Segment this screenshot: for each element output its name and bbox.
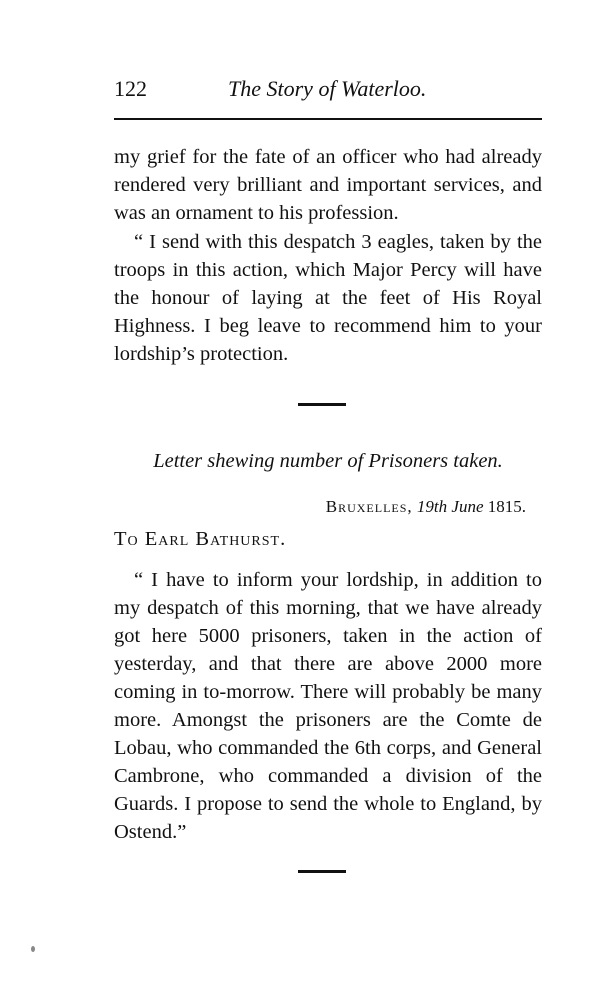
dateline-day: 19th June [416,497,484,516]
dateline [114,497,526,517]
section-heading: Letter shewing number of Prisoners taken. [153,450,503,472]
paragraph-continuation: my grief for the fate of an officer who had already rendered very brilliant and important services, and was an ornament to his profession. [114,146,542,224]
header-rule [114,118,542,120]
running-title: The Story of Waterloo. [228,76,427,101]
page-header [114,76,542,106]
section-divider [298,403,346,406]
paragraph-eagles: “ I send with this despatch 3 eagles, taken by the troops in this action, which Major Percy will have the honour of laying at the feet of His Royal Highness. I beg leave to recommend him to your lordship’s protection. [114,231,542,365]
page-number: 122 [114,76,147,101]
addressee: To Earl Bathurst. [114,528,287,550]
paper-speck [31,946,35,952]
dateline-place: Bruxelles, [325,497,413,516]
dateline-year: 1815. [487,497,526,516]
end-divider [298,870,346,873]
paragraph-prisoners: “ I have to inform your lordship, in addition to my despatch of this morning, that we have already got here 5000 prisoners, taken in the action of yesterday, and that there are above 2000 more coming in to-morrow. There will probably be many more. Amongst the prisoners are the Comte de Lobau, who commanded the 6th corps, and General Cambrone, who commanded a division of the Guards. I propose to send the whole to England, by Ostend.” [114,569,542,843]
